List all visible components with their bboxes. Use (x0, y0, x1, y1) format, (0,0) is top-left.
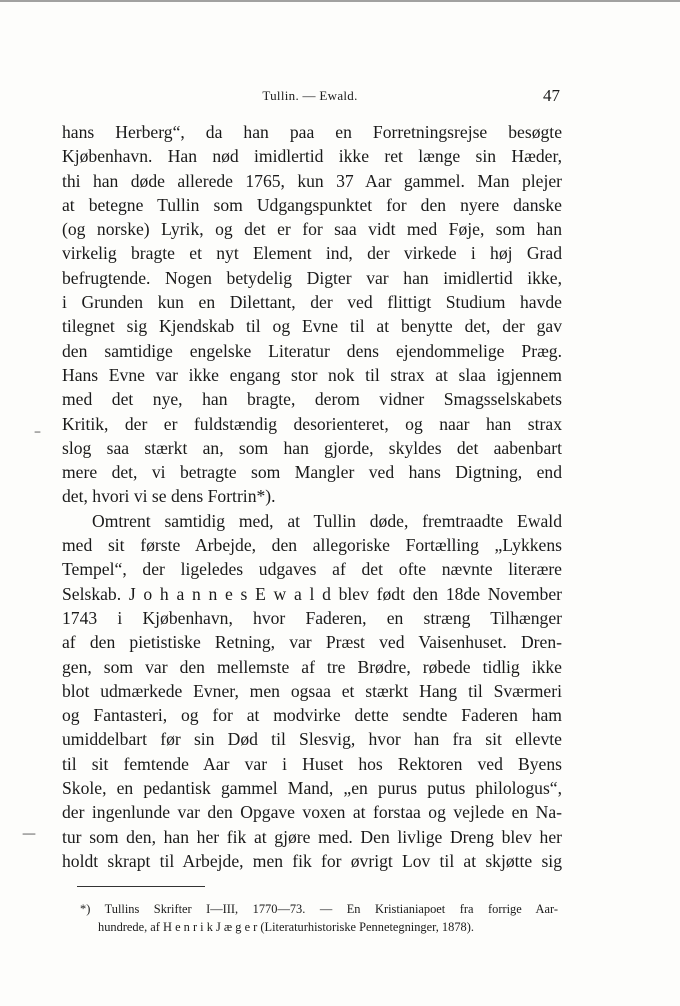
margin-dash-mark: — (22, 826, 36, 842)
text-line: (og norske) Lyrik, og det er for saa vidt med Føje, som han (62, 219, 562, 240)
text-line: Kjøbenhavn. Han nød imidlertid ikke ret længe sin Hæder, (62, 146, 562, 167)
text-line: den samtidige engelske Literatur dens ejendommelige Præg. (62, 340, 562, 361)
text-line: i Grunden kun en Dilettant, der ved flittigt Studium havde (62, 292, 562, 313)
text-line: der ingenlunde var den Opgave voxen at forstaa og vejlede en Na- (62, 802, 562, 823)
text-line: Skole, en pedantisk gammel Mand, „en purus putus philologus“, (62, 778, 562, 799)
text-line: blot udmærkede Evner, men ogsaa et stærkt Hang til Sværmeri (62, 680, 562, 701)
running-title: Tullin. — Ewald. (262, 88, 358, 103)
text-line: af den pietistiske Retning, var Præst ved Vaisenhuset. Dren- (62, 632, 562, 653)
margin-dash-mark: – (34, 424, 41, 440)
page-top-edge (0, 0, 680, 16)
text-line: med sit første Arbejde, den allegoriske Fortælling „Lykkens (62, 535, 562, 556)
body-text (62, 120, 562, 873)
text-line: 1743 i Kjøbenhavn, hvor Faderen, en stræng Tilhænger (62, 607, 562, 628)
text-line: med det nye, han bragte, derom vidner Smagsselskabets (62, 389, 562, 410)
text-line: Omtrent samtidig med, at Tullin døde, fremtraadte Ewald (92, 510, 562, 531)
text-line: umiddelbart før sin Død til Slesvig, hvor han fra sit ellevte (62, 729, 562, 750)
text-line: at betegne Tullin som Udgangspunktet for den nyere danske (62, 194, 562, 215)
text-line: mere det, vi betragte som Mangler ved hans Digtning, end (62, 462, 562, 483)
text-line: Kritik, der er fuldstændig desorienteret, og naar han strax (62, 413, 562, 434)
text-line: befrugtende. Nogen betydelig Digter var han imidlertid ikke, (62, 267, 562, 288)
text-line: Selskab. J o h a n n e s E w a l d blev født den 18de November (62, 583, 562, 604)
footnote (80, 900, 558, 936)
footnote-line: hundrede, af H e n r i k J æ g e r (Literaturhistoriske Pennetegninger, 1878). (98, 920, 474, 934)
text-line: holdt skrapt til Arbejde, men fik for øvrigt Lov til at skjøtte sig (62, 850, 562, 871)
text-line: thi han døde allerede 1765, kun 37 Aar gammel. Man plejer (62, 170, 562, 191)
text-line: gen, som var den mellemste af tre Brødre, røbede tidlig ikke (62, 656, 562, 677)
page-number: 47 (543, 86, 560, 105)
text-line: virkelig bragte et nyt Element ind, der virkede i høj Grad (62, 243, 562, 264)
footnote-line: *) Tullins Skrifter I—III, 1770—73. — En Kristianiapoet fra forrige Aar- (80, 902, 558, 916)
text-line: hans Herberg“, da han paa en Forretningsrejse besøgte (62, 122, 562, 142)
text-line: tilegnet sig Kjendskab til og Evne til at benytte det, der gav (62, 316, 562, 337)
text-line: slog saa stærkt an, som han gjorde, skyldes det aabenbart (62, 437, 562, 458)
running-header (60, 86, 560, 110)
text-line: til sit femtende Aar var i Huset hos Rektoren ved Byens (62, 753, 562, 774)
text-line: det, hvori vi se dens Fortrin*). (62, 486, 276, 507)
footnote-rule (77, 886, 205, 887)
text-line: og Fantasteri, og for at modvirke dette sendte Faderen ham (62, 705, 562, 726)
text-line: Hans Evne var ikke engang stor nok til strax at slaa igjennem (62, 364, 562, 385)
text-line: Tempel“, der ligeledes udgaves af det ofte nævnte literære (62, 559, 562, 580)
text-line: tur som den, han her fik at gjøre med. Den livlige Dreng blev her (62, 826, 562, 847)
